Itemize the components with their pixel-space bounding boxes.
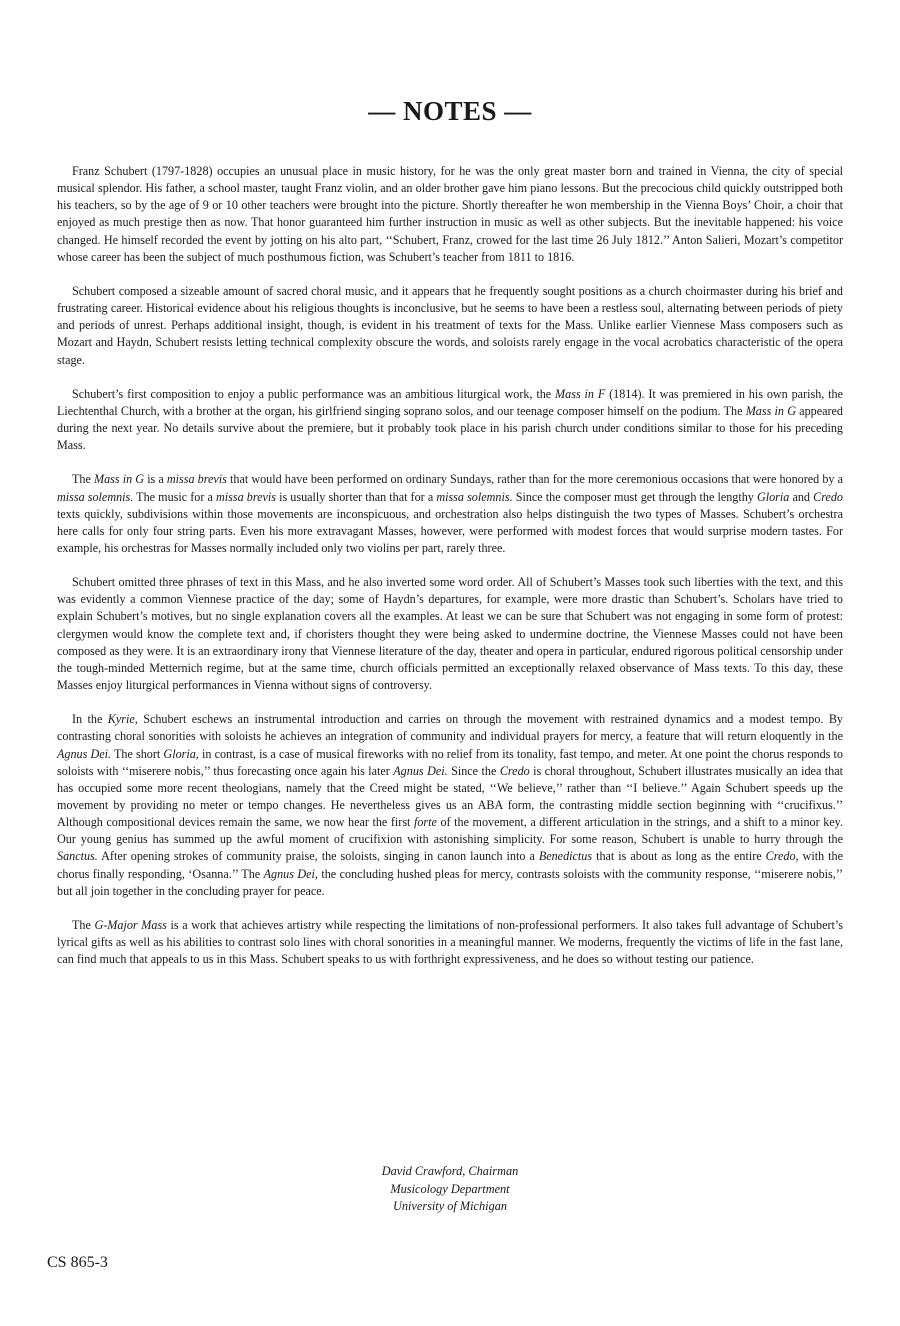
paragraph (57, 386, 843, 455)
italic-term: Benedictus (538, 849, 593, 864)
italic-term: Credo, (765, 849, 799, 864)
paragraph (57, 471, 843, 557)
paragraph (57, 917, 843, 968)
text-run: Franz Schubert (1797-1828) occupies an unusual place in music history, for he was the only great master born and trained in Vienna, the city of special musical splendor. His father, a school master, taught Franz violin, and an older brother gave him piano lessons. But the precocious child quickly outstripped both his teachers, so by the age of 9 or 10 other teachers were brought into the picture. Shortly thereafter he won membership in the Vienna Boys’ Choir, a choir that enjoyed as much prestige then as now. That honor guaranteed him further instruction in music as well as other subjects. But the inevitable happened: his voice changed. He himself recorded the event by jotting on his alto part, ‘‘Schubert, Franz, crowed for the last time 26 July 1812.’’ Anton Salieri, Mozart’s competitor whose career has been the subject of much posthumous fiction, was Schubert’s teacher from 1811 to 1816. (57, 164, 843, 264)
italic-term: missa solemnis. (436, 489, 513, 504)
text-run: is a work that achieves artistry while respecting the limitations of non-professional performers. It also takes full advantage of Schubert’s lyrical gifts as well as his abilities to contrast solo lines with choral sonorities in a meaningful manner. We moderns, frequently the victims of life in the fast lane, can find much that appeals to us in this Mass. Schubert speaks to us with forthright expressiveness, and he does so without testing our patience. (57, 917, 843, 967)
text-run: After opening strokes of community praise, the soloists, singing in canon launch into a (97, 849, 539, 864)
text-run: that is about as long as the entire (592, 849, 766, 864)
text-run: the concluding hushed pleas for mercy, contrasts soloists with the community response, ‘‘miserere nobis,’’ but all join together in the concluding prayer for peace. (57, 866, 843, 898)
text-run: Schubert composed a sizeable amount of sacred choral music, and it appears that he frequently sought positions as a church choirmaster during his brief and frustrating career. Historical evidence about his religious thoughts is inconclusive, but he seems to have been a restless soul, alternating between periods of piety and periods of unrest. Perhaps additional insight, though, is evident in his treatment of texts for the Mass. Unlike earlier Viennese Mass composers such as Mozart and Haydn, Schubert resists letting technical complexity obscure the words, and soloists rarely engage in the vocal acrobatics characteristic of the opera stage. (57, 283, 843, 367)
paragraph (57, 574, 843, 694)
italic-term: Gloria, (163, 746, 199, 761)
text-run: Since the (447, 763, 500, 778)
text-run: The (72, 917, 95, 932)
text-run: and (789, 489, 814, 504)
italic-term: Credo (813, 489, 843, 504)
italic-term: Agnus Dei. (393, 763, 448, 778)
italic-term: Mass in G (745, 403, 796, 418)
page-title: — NOTES — (368, 96, 532, 126)
text-run: (1814). It was premiered in his own parish, the Liechtenthal Church, with a brother at the organ, his girlfriend singing soprano solos, and our teenage composer himself on the podium. The (57, 386, 843, 418)
italic-term: Gloria (756, 489, 790, 504)
text-run: is choral throughout, Schubert illustrates musically an idea that has occupied some more recent theologians, namely that the Creed might be stated, ‘‘We believe,’’ rather than ‘‘I believe.’’ Again Schubert speeds up the movement by providing no meter or tempo changes. He nevertheless gives us an ABA form, the contrasting middle section beginning with ‘‘crucifixus.’’ Although compositional devices remain the same, we now hear the first (57, 763, 843, 830)
italic-term: Credo (499, 763, 530, 778)
italic-term: missa brevis (216, 489, 276, 504)
text-run: Schubert eschews an instrumental introduction and carries on through the movement with restrained dynamics and a modest tempo. By contrasting choral sonorities with soloists he achieves an integration of community and individual prayers for mercy, a feature that will return eloquently in the (57, 712, 844, 744)
text-run: Since the composer must get through the lengthy (512, 489, 757, 504)
signature-institution: University of Michigan (392, 1199, 508, 1214)
italic-term: G-Major Mass (94, 917, 167, 932)
text-run: that would have been performed on ordinary Sundays, rather than for the more ceremonious occasions that were honored by a (226, 472, 844, 487)
italic-term: Agnus Dei, (263, 866, 318, 881)
text-run: of the movement, a different articulation in the strings, and a shift to a minor key. Our young genius has summed up the awful moment of crucifixion with astonishing simplicity. For some reason, Schubert is unable to hurry through the (57, 815, 843, 847)
text-run: texts quickly, subdivisions within those movements are inconspicuous, and orchestration also helps distinguish the two types of Masses. Schubert’s orchestra here calls for only four string parts. Even his more extravagant Masses, however, were performed with modest forces that would surprise modern tastes. For example, his orchestras for Masses normally included only two violins per part, rarely three. (57, 506, 843, 555)
text-run: is usually shorter than that for a (275, 489, 437, 504)
text-run: with the chorus finally responding, ‘Osanna.’’ The (57, 849, 843, 881)
signature-department: Musicology Department (390, 1181, 510, 1196)
italic-term: Kyrie, (107, 712, 138, 727)
italic-term: missa solemnis. (57, 489, 134, 504)
italic-term: Mass in F (555, 386, 606, 401)
italic-term: forte (413, 815, 437, 830)
text-run: appeared during the next year. No details survive about the premiere, but it probably took place in his parish church under conditions similar to those for his preceding Mass. (57, 403, 843, 453)
italic-term: missa brevis (166, 472, 227, 487)
text-run: Schubert omitted three phrases of text in this Mass, and he also inverted some word order. All of Schubert’s Masses took such liberties with the text, and this was evidently a common Viennese practice of the day; some of Haydn’s departures, for example, were more drastic than Schubert’s. Scholars have tried to explain Schubert’s motives, but no single explanation covers all the examples. At least we can be sure that Schubert was not engaging in some form of protest: clergymen would know the complete text and, if choristers thought they were being asked to undermine doctrine, the Viennese Masses could not have been composed as they were. It is an extraordinary irony that Viennese literature of the day, theater and opera in particular, endured rigorous political censorship under the tough-minded Metternich regime, but at the same time, church officials permitted an exceptionally relaxed observance of Mass texts. To this day, these Masses enjoy liturgical performances in Vienna without signs of controversy. (57, 575, 843, 693)
italic-term: Sanctus. (57, 849, 98, 864)
paragraph (57, 711, 843, 900)
text-run: The (72, 472, 94, 487)
text-run: Schubert’s first composition to enjoy a public performance was an ambitious liturgical work, the (72, 386, 556, 401)
text-run: In the (72, 712, 108, 727)
catalog-number: CS 865-3 (47, 1254, 108, 1271)
paragraph (57, 283, 843, 369)
text-run: in contrast, is a case of musical fireworks with no relief from its tonality, fast tempo, and meter. At one point the chorus responds to soloists with ‘‘miserere nobis,’’ thus forecasting once again his later (57, 746, 843, 778)
text-run: The short (111, 746, 164, 761)
text-run: The music for a (133, 489, 216, 504)
signature-name: David Crawford, Chairman (381, 1164, 519, 1178)
notes-body (57, 163, 843, 985)
text-run: is a (144, 472, 167, 487)
signature-block (0, 1163, 900, 1216)
paragraph (57, 163, 843, 266)
italic-term: Mass in G (94, 472, 145, 487)
italic-term: Agnus Dei. (57, 746, 112, 761)
